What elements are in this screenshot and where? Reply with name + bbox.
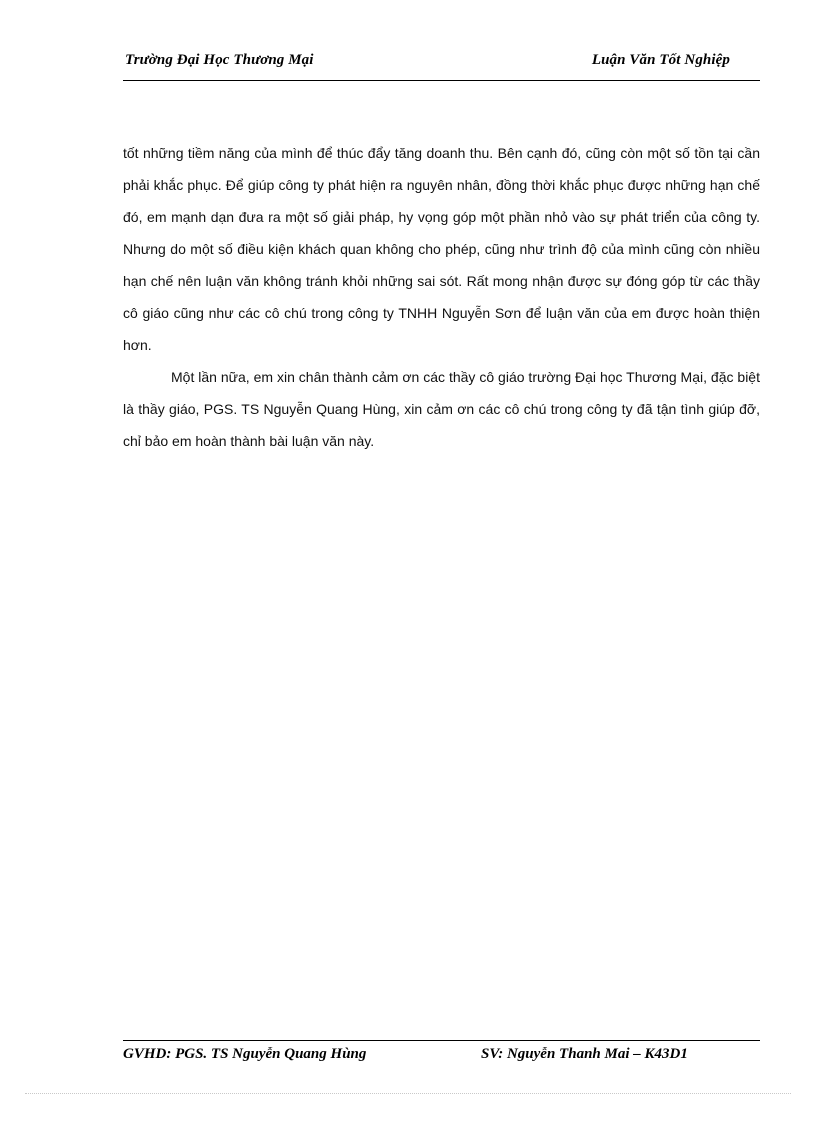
page-footer <box>123 1040 760 1069</box>
header-document-type: Luận Văn Tốt Nghiệp <box>591 52 730 68</box>
paragraph-thanks: Một lần nữa, em xin chân thành cảm ơn các thầy cô giáo trường Đại học Thương Mại, đặc biệt là thầy giáo, PGS. TS Nguyễn Quang Hùng, xin cảm ơn các cô chú trong công ty đã tận tình giúp đỡ, chỉ bảo em hoàn thành bài luận văn này. <box>123 369 760 449</box>
footer-student: SV: Nguyễn Thanh Mai – K43D1 <box>481 1046 688 1062</box>
footer-supervisor: GVHD: PGS. TS Nguyễn Quang Hùng <box>123 1046 367 1062</box>
paragraph-continuation: tốt những tiềm năng của mình để thúc đẩy tăng doanh thu. Bên cạnh đó, cũng còn một số tồn tại cần phải khắc phục. Để giúp công ty phát hiện ra nguyên nhân, đồng thời khắc phục được những hạn chế đó, em mạnh dạn đưa ra một số giải pháp, hy vọng góp một phần nhỏ vào sự phát triển của công ty. Nhưng do một số điều kiện khách quan không cho phép, cũng như trình độ của mình cũng còn nhiều hạn chế nên luận văn không tránh khỏi những sai sót. Rất mong nhận được sự đóng góp từ các thầy cô giáo cũng như các cô chú trong công ty TNHH Nguyễn Sơn để luận văn của em được hoàn thiện hơn. <box>123 145 760 353</box>
page-bottom-divider <box>25 1093 791 1094</box>
body-content <box>123 137 760 457</box>
page-header <box>123 52 760 81</box>
header-university: Trường Đại Học Thương Mại <box>125 52 314 68</box>
